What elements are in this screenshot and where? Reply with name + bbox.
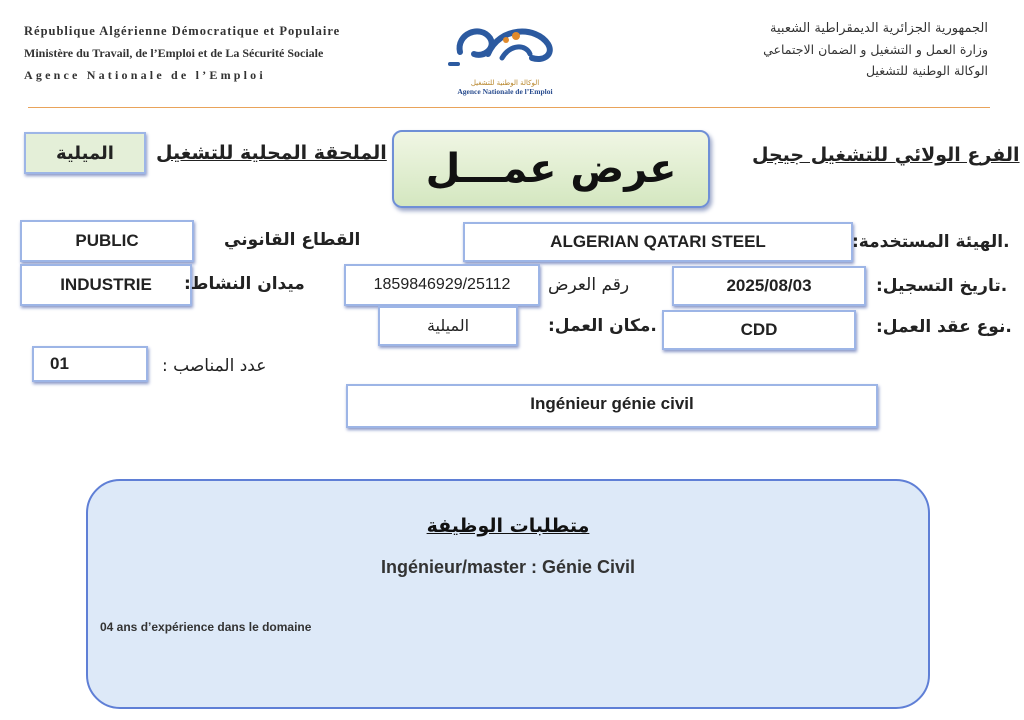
- job-title-text: Ingénieur génie civil: [530, 394, 694, 413]
- workplace-label: .مكان العمل:: [548, 316, 657, 336]
- anem-logo-icon: [440, 14, 570, 76]
- contract-type-value: [662, 310, 856, 350]
- requirements-experience: 04 ans d’expérience dans le domaine: [100, 620, 312, 634]
- anem-logo: [440, 14, 570, 102]
- offer-title: عرض عمـــل: [425, 146, 677, 192]
- contract-type-label: .نوع عقد العمل:: [876, 317, 1012, 337]
- employer-value-text: ALGERIAN QATARI STEEL: [550, 232, 766, 251]
- offer-number-value-text: 1859846929/25112: [373, 276, 511, 293]
- republic-name-fr: République Algérienne Démocratique et Populaire: [24, 24, 341, 38]
- registration-date-label: .تاريخ التسجيل:: [876, 276, 1008, 296]
- legal-sector-label: القطاع القانوني: [224, 230, 361, 250]
- offer-title-box: [392, 130, 710, 208]
- agency-name-fr: Agence Nationale de l’Emploi: [24, 68, 266, 82]
- requirements-degree: Ingénieur/master : Génie Civil: [380, 557, 636, 577]
- activity-label: ميدان النشاط:: [184, 274, 305, 294]
- header-arabic: [588, 18, 988, 81]
- workplace-value: [378, 306, 518, 346]
- contract-type-value-text: CDD: [740, 320, 778, 339]
- registration-date-value-text: 2025/08/03: [726, 276, 812, 295]
- positions-value-text: 01: [50, 354, 69, 373]
- local-agency-value-text: الميلية: [56, 142, 114, 163]
- positions-value: [32, 346, 148, 382]
- workplace-value-text: الميلية: [426, 318, 470, 335]
- branch-title: الفرع الولائي للتشغيل جيجل: [752, 144, 1020, 166]
- positions-label: عدد المناصب :: [162, 356, 267, 376]
- job-title-box: [346, 384, 878, 428]
- legal-sector-value-text: PUBLIC: [75, 231, 139, 250]
- local-agency-value: [24, 132, 146, 174]
- local-agency-label: الملحقة المحلية للتشغيل: [156, 142, 387, 164]
- agency-name-ar: الوكالة الوطنية للتشغيل: [865, 63, 988, 78]
- employer-value: [463, 222, 853, 262]
- logo-text-ar: الوكالة الوطنية للتشغيل: [470, 79, 540, 87]
- legal-sector-value: [20, 220, 194, 262]
- requirements-panel: [86, 479, 930, 709]
- ministry-name-ar: وزارة العمل و التشغيل و الضمان الاجتماعي: [763, 42, 988, 57]
- header-divider: [28, 107, 990, 108]
- activity-value: [20, 264, 192, 306]
- employer-label: .الهيئة المستخدمة:: [852, 232, 1010, 252]
- requirements-heading: متطلبات الوظيفة: [426, 515, 590, 537]
- header-french: [24, 20, 340, 86]
- republic-name-ar: الجمهورية الجزائرية الديمقراطية الشعبية: [770, 21, 988, 36]
- logo-text-fr: Agence Nationale de l’Emploi: [457, 87, 553, 96]
- offer-number-value: [344, 264, 540, 306]
- registration-date-value: [672, 266, 866, 306]
- activity-value-text: INDUSTRIE: [60, 275, 152, 294]
- ministry-name-fr: Ministère du Travail, de l’Emploi et de La Sécurité Sociale: [24, 46, 324, 60]
- offer-number-label: رقم العرض: [548, 275, 630, 295]
